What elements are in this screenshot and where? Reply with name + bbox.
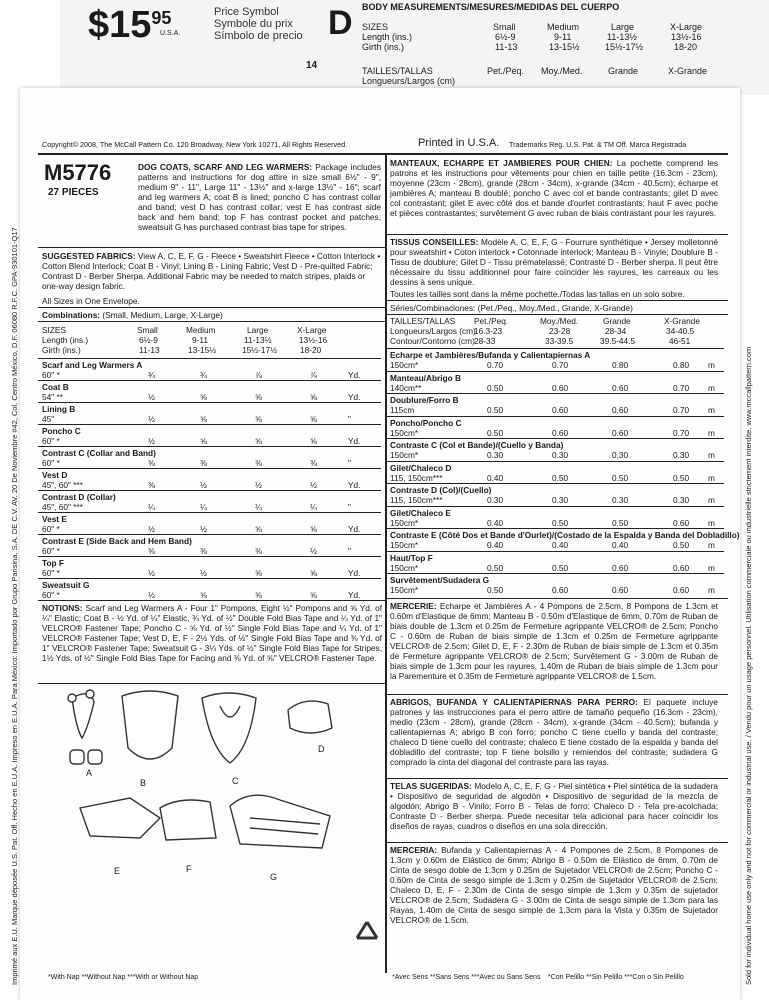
spanish-fabrics: TELAS SUGERIDAS: Modelo A, C, E, F, G - Piel sintética • Piel sintética de la sudadera • Dispositivo de seguridad de algodón • Dispositivo de seguridad de la mezcla de algodón; Abrigo B - Vinilo; Forro B - Telas de forro; Chaleco D - Tela pre-acolchada; Contraste D - Berber sherpa. Puede necesitar tela adicional para hacer coincidir los diseños de rayas, cuadros o diseños en una sola dirección. bbox=[390, 781, 719, 831]
row-divider bbox=[38, 490, 381, 491]
yardage-unit: Yd. bbox=[348, 590, 361, 600]
yardage-width: 45", 60" *** bbox=[42, 480, 83, 490]
yardage-value: ⅝ bbox=[310, 590, 317, 600]
fr-taille: Pet./Peq. bbox=[474, 316, 509, 326]
yardage-width: 60" * bbox=[42, 568, 60, 578]
yardage-width: 60" * bbox=[42, 458, 60, 468]
yardage-value: ½ bbox=[148, 568, 155, 578]
divider bbox=[38, 153, 728, 155]
fr-longueur: 34-40.5 bbox=[666, 326, 695, 336]
header-girth: 11-13 bbox=[495, 42, 518, 52]
yardage-value: 0.40 bbox=[552, 540, 569, 550]
yardage-label: Contrast D (Collar) bbox=[42, 492, 116, 502]
yardage-width: 60" * bbox=[42, 590, 60, 600]
yardage-label: Coat B bbox=[42, 382, 69, 392]
price-country: U.S.A. bbox=[160, 30, 181, 37]
french-all-sizes: Toutes les tailles sont dans la même pochette./Todas las tallas en un solo sobre. bbox=[390, 289, 685, 299]
yardage-value: ⅝ bbox=[200, 414, 207, 424]
french-series: Séries/Combinaciones: (Pet./Peq., Moy./Med., Grande, X-Grande) bbox=[390, 303, 633, 313]
yardage-value: ⅜ bbox=[148, 546, 155, 556]
yardage-value: ½ bbox=[148, 524, 155, 534]
divider bbox=[386, 234, 728, 235]
view-a-label: A bbox=[86, 768, 93, 778]
yardage-width: 150cm* bbox=[390, 360, 419, 370]
row-divider bbox=[386, 573, 724, 574]
yardage-label: Haut/Top F bbox=[390, 552, 433, 563]
table-length: 9-11 bbox=[192, 335, 208, 345]
yardage-unit: Yd. bbox=[348, 568, 361, 578]
spanish-notions: MERCERIA: Bufanda y Calientapiernas A - 4 Pompones de 2.5cm, 8 Pompones de 1.3cm y 0.60m de Elástico de 6mm; Abrigo B - 0.50m de Elástico de 6mm, 0.70m de Cinta de sesgo doble de 1.3cm y 0.25m de Sujetador VELCRO® de 2.5cm; Poncho C - 0.60m de Cinta de sesgo simple de 1.3cm y 0.25m de Sujetador VELCRO® de 2.5cm; Chaleco D, E, F - 2.30m de Cinta de sesgo simple de 1.3cm y 0.35m de sujetador VELCRO® de 2.5cm; Sudadera G - 3.00m de Cinta de sesgo simple de 1.3cm para las Rayas, 1.40m de Cinta de sesgo simple de 1.3cm para la Vista y 0.35m de Sujetador VELCRO® de 1.5cm. bbox=[390, 845, 718, 925]
header-size: X-Large bbox=[670, 22, 703, 32]
divider bbox=[386, 694, 728, 695]
yardage-width: 150cm* bbox=[390, 562, 419, 573]
yardage-value: 0.50 bbox=[552, 472, 569, 483]
yardage-label: Lining B bbox=[42, 404, 76, 414]
table-girth: 11-13 bbox=[139, 345, 160, 355]
pattern-number: M5776 bbox=[44, 160, 112, 185]
yardage-value: ⅞ bbox=[255, 370, 262, 380]
yardage-value: ⅝ bbox=[310, 392, 317, 402]
row-divider bbox=[386, 528, 724, 529]
yardage-unit: Yd. bbox=[348, 392, 361, 402]
view-a-pompon bbox=[86, 690, 94, 698]
table-size: Small bbox=[137, 325, 158, 335]
yardage-unit: m bbox=[708, 540, 715, 550]
yardage-label: Gilet/Chaleco E bbox=[390, 507, 451, 518]
fr-taille: X-Grande bbox=[664, 316, 700, 326]
yardage-value: 0.60 bbox=[612, 562, 629, 573]
column-divider bbox=[385, 153, 387, 973]
view-f-top bbox=[160, 800, 216, 840]
view-d-vest bbox=[288, 701, 332, 733]
yardage-value: ⅜ bbox=[148, 458, 155, 468]
divider bbox=[38, 307, 385, 308]
view-a-leg-warmer bbox=[88, 750, 102, 764]
view-f-label: F bbox=[186, 864, 192, 874]
fr-longueur: 23-28 bbox=[549, 326, 571, 336]
yardage-value: 0.50 bbox=[487, 427, 504, 438]
yardage-unit: " bbox=[348, 414, 351, 424]
yardage-width: 150cm* bbox=[390, 517, 419, 528]
table-size: Large bbox=[247, 325, 269, 335]
pieces-count: 27 PIECES bbox=[48, 187, 99, 198]
header-length: 13½-16 bbox=[671, 32, 702, 42]
yardage-value: ½ bbox=[310, 546, 317, 556]
yardage-value: 0.50 bbox=[552, 517, 569, 528]
yardage-unit: m bbox=[708, 585, 715, 595]
yardage-unit: m bbox=[708, 472, 715, 483]
divider bbox=[386, 842, 728, 843]
yardage-label: Gilet/Chaleco D bbox=[390, 462, 452, 473]
header-tailles-label: TAILLES/TALLAS bbox=[362, 66, 433, 76]
yardage-value: ⅝ bbox=[255, 436, 262, 446]
view-e-vest bbox=[80, 798, 160, 838]
divider bbox=[386, 598, 728, 599]
table-length: 6½-9 bbox=[139, 335, 158, 345]
yardage-value: 0.50 bbox=[673, 540, 690, 550]
table-size: X-Large bbox=[297, 325, 327, 335]
row-divider bbox=[38, 358, 381, 359]
yardage-value: 0.60 bbox=[552, 382, 569, 393]
yardage-width: 150cm* bbox=[390, 450, 419, 460]
spanish-description: ABRIGOS, BUFANDA Y CALIENTAPIERNAS PARA PERRO: El paquete incluye patrones y las instrucciones para el perro attire de tamaño pequeño (16.3cm - 23cm), medio (23cm - 28cm), grande (28cm - 34cm), x-grande (34cm - 40.5cm); bufanda y calientapiernas A; abrigo B con forro; poncho C tiene cuello y banda del contraste; chaleco D tiene cuello del contraste; chaleco E tiene costado de la espalda y banda del dobladillo del contraste; top F tiene bolsillo y remiendos del contraste; sudadera G comprado la cinta del diagonal del contraste para las rayas. bbox=[390, 697, 718, 767]
yardage-value: ½ bbox=[148, 590, 155, 600]
yardage-value: ½ bbox=[310, 480, 317, 490]
english-description: DOG COATS, SCARF AND LEG WARMERS: Package includes patterns and instructions for dog attire in size small 6½" - 9", medium 9" - 11", Large 11" - 13½" and x-large 13½" - 16"; scarf and leg warmers A; coat B is lined; poncho C has contrast collar and band; vest D has contrast collar; vest E has contrast side back and hem band; top F has contrast pocket and patches; sweatsuit G has purchased contrast bias tape for stripes. bbox=[138, 162, 381, 232]
yardage-value: ½ bbox=[255, 480, 262, 490]
yardage-label: Contraste E (Côté Dos et Bande d'Ourlet)/(Costado de la Espalda y Banda del Dobladillo) bbox=[390, 530, 740, 540]
table-length-label: Length (ins.) bbox=[42, 335, 89, 345]
yardage-unit: m bbox=[708, 360, 715, 370]
table-girth: 18-20 bbox=[300, 345, 322, 355]
yardage-value: 0.60 bbox=[673, 585, 690, 595]
yardage-unit: m bbox=[708, 517, 715, 528]
divider bbox=[386, 778, 728, 779]
yardage-width: 115, 150cm*** bbox=[390, 472, 443, 483]
yardage-value: ¼ bbox=[200, 502, 207, 512]
yardage-label: Vest D bbox=[42, 470, 68, 480]
yardage-unit: m bbox=[708, 450, 715, 460]
yardage-value: ½ bbox=[148, 392, 155, 402]
yardage-width: 60" * bbox=[42, 436, 60, 446]
row-divider bbox=[38, 424, 381, 425]
fr-contour-label: Contour/Contorno (cm) bbox=[390, 336, 475, 346]
view-e-label: E bbox=[114, 866, 121, 876]
yardage-unit: " bbox=[348, 546, 351, 556]
yardage-value: 0.60 bbox=[612, 405, 629, 415]
view-g-label: G bbox=[270, 872, 278, 882]
header-longueurs-label: Longueurs/Largos (cm) bbox=[362, 76, 456, 86]
yardage-value: ⅝ bbox=[255, 568, 262, 578]
fr-longueur: 16.3-23 bbox=[474, 326, 503, 336]
yardage-unit: m bbox=[708, 405, 715, 415]
yardage-value: 0.30 bbox=[612, 495, 629, 505]
row-divider bbox=[386, 483, 724, 484]
header-size: Large bbox=[611, 22, 635, 32]
yardage-width: 45" bbox=[42, 414, 55, 424]
yardage-label: Poncho C bbox=[42, 426, 81, 436]
yardage-value: 0.70 bbox=[673, 382, 690, 393]
header-length: 6½-9 bbox=[495, 32, 516, 42]
french-description: MANTEAUX, ECHARPE ET JAMBIERES POUR CHIEN: La pochette comprend les patrons et les instructions pour vêtements pour chien en taille petite (16.3cm - 23cm), moyenne (23cm - 28cm), grande (28cm - 34cm), x-grande (34cm - 40.5cm); écharpe et jambières A; manteau B doublé; poncho C avec col et bande contrastants; gilet D avec col contrastant; gilet E avec côté dos et bande d'ourlet contrastants; haut F avec poche et pièces contrastantes; survêtement G avec ruban de biais contrastant pour les rayures. bbox=[390, 158, 718, 218]
yardage-value: ⅜ bbox=[200, 458, 207, 468]
header-taille: Grande bbox=[608, 66, 639, 76]
yardage-value: 0.50 bbox=[552, 562, 569, 573]
yardage-value: 0.50 bbox=[612, 472, 629, 483]
yardage-value: 0.50 bbox=[612, 517, 629, 528]
printed-in: Printed in U.S.A. bbox=[418, 137, 500, 149]
yardage-label: Echarpe et Jambières/Bufanda y Calientapiernas A bbox=[390, 350, 591, 360]
yardage-value: 0.70 bbox=[552, 360, 569, 370]
yardage-value: ⅝ bbox=[200, 590, 207, 600]
header-taille: X-Grande bbox=[668, 66, 708, 76]
yardage-value: ½ bbox=[148, 436, 155, 446]
yardage-value: 0.60 bbox=[612, 382, 629, 393]
yardage-value: 0.30 bbox=[487, 495, 504, 505]
yardage-unit: m bbox=[708, 562, 715, 573]
yardage-width: 60" * bbox=[42, 524, 60, 534]
header-girth-label: Girth (ins.) bbox=[362, 42, 405, 52]
yardage-value: 0.40 bbox=[612, 540, 629, 550]
yardage-value: 0.80 bbox=[612, 360, 629, 370]
yardage-label: Manteau/Abrigo B bbox=[390, 372, 461, 383]
yardage-label: Contrast E (Side Back and Hem Band) bbox=[42, 536, 192, 546]
yardage-label: Doublure/Forro B bbox=[390, 395, 459, 405]
row-divider bbox=[386, 348, 724, 349]
yardage-label: Poncho/Poncho C bbox=[390, 417, 462, 428]
price-letter: D bbox=[328, 4, 353, 42]
view-g-sweatsuit bbox=[230, 795, 330, 848]
header-sizes-label: SIZES bbox=[362, 22, 389, 32]
row-divider bbox=[38, 512, 381, 513]
yardage-value: ½ bbox=[200, 480, 207, 490]
yardage-value: ⅝ bbox=[255, 392, 262, 402]
yardage-value: ⅝ bbox=[310, 414, 317, 424]
yardage-unit: Yd. bbox=[348, 480, 361, 490]
yardage-value: 0.30 bbox=[552, 495, 569, 505]
row-divider bbox=[38, 402, 381, 403]
yardage-value: ⅝ bbox=[255, 524, 262, 534]
yardage-label: Vest E bbox=[42, 514, 67, 524]
view-c-poncho bbox=[202, 693, 256, 763]
row-divider bbox=[386, 461, 724, 462]
yardage-value: ½ bbox=[148, 414, 155, 424]
yardage-label: Survêtement/Sudadera G bbox=[390, 575, 490, 585]
view-d-label: D bbox=[318, 744, 325, 754]
yardage-value: 0.50 bbox=[487, 585, 504, 595]
yardage-value: ½ bbox=[200, 568, 207, 578]
row-divider bbox=[38, 380, 381, 381]
divider bbox=[386, 300, 728, 301]
row-divider bbox=[386, 551, 724, 552]
yardage-width: 54" ** bbox=[42, 392, 63, 402]
yardage-value: ⅜ bbox=[148, 480, 155, 490]
yardage-width: 150cm* bbox=[390, 427, 419, 438]
yardage-value: ⅝ bbox=[200, 436, 207, 446]
yardage-unit: " bbox=[348, 458, 351, 468]
yardage-value: 0.50 bbox=[673, 472, 690, 483]
row-divider bbox=[386, 416, 724, 417]
fr-taille: Grande bbox=[603, 316, 631, 326]
yardage-value: 0.60 bbox=[612, 585, 629, 595]
yardage-value: ⅜ bbox=[255, 458, 262, 468]
yardage-label: Scarf and Leg Warmers A bbox=[42, 360, 143, 370]
row-divider bbox=[38, 534, 381, 535]
fr-tailles-label: TAILLES/TALLAS bbox=[390, 316, 456, 326]
yardage-value: 0.40 bbox=[487, 472, 504, 483]
yardage-label: Sweatsuit G bbox=[42, 580, 90, 590]
yardage-value: ¼ bbox=[255, 502, 262, 512]
yardage-label: Top F bbox=[42, 558, 64, 568]
yardage-label: Contrast C (Collar and Band) bbox=[42, 448, 156, 458]
row-divider bbox=[38, 556, 381, 557]
yardage-value: ⅝ bbox=[310, 436, 317, 446]
yardage-value: 0.40 bbox=[487, 517, 504, 528]
trademarks: Trademarks Reg. U.S. Pat. & TM Off. Marca Registrada bbox=[509, 140, 687, 149]
row-divider bbox=[386, 438, 724, 439]
yardage-value: 0.50 bbox=[487, 562, 504, 573]
yardage-value: ¾ bbox=[148, 370, 155, 380]
header-size: Small bbox=[493, 22, 516, 32]
divider bbox=[38, 321, 385, 322]
yardage-value: 0.70 bbox=[673, 405, 690, 415]
yardage-value: ⅞ bbox=[310, 370, 317, 380]
french-fabrics: TISSUS CONSEILLES: Modèle A, C, E, F, G - Fourrure synthétique • Jersey molletonné pour sweatshirt • Coton interlock • Cotonnade interlock; Manteau B - Vinyle; Doublure B - Tissu de doublure; Gilet D - Tissu prématelassé; Contraste D - Berber sherpa. Il peut être nécessaire du tissu additionnel pour faire coïncider les rayures, les carreaux ou les dessins à sens unique. bbox=[390, 237, 718, 287]
fr-taille: Moy./Med. bbox=[540, 316, 579, 326]
yardage-value: ⅝ bbox=[310, 524, 317, 534]
nap-legend-fr: *Avec Sens **Sans Sens ***Avec ou Sans Sens bbox=[392, 974, 541, 981]
yardage-value: 0.30 bbox=[487, 450, 504, 460]
fr-contour: 39.5-44.5 bbox=[600, 336, 636, 346]
header-girth: 18-20 bbox=[674, 42, 698, 52]
yardage-width: 115cm bbox=[390, 405, 415, 415]
yardage-value: 0.70 bbox=[487, 360, 504, 370]
nap-legend: *With Nap **Without Nap ***With or Without Nap bbox=[48, 974, 199, 981]
price-symbol-labels: Price Symbol Symbole du prix Símbolo de precio bbox=[214, 6, 303, 42]
table-girth: 13-15½ bbox=[188, 345, 217, 355]
combinations: Combinations: (Small, Medium, Large, X-Large) bbox=[42, 310, 223, 320]
yardage-value: 0.60 bbox=[673, 517, 690, 528]
yardage-unit: Yd. bbox=[348, 436, 361, 446]
yardage-value: ⅝ bbox=[255, 590, 262, 600]
header-length: 11-13½ bbox=[607, 32, 637, 42]
header-length: 9-11 bbox=[554, 32, 572, 42]
header-girth: 13-15½ bbox=[549, 42, 580, 52]
yardage-value: 0.30 bbox=[552, 450, 569, 460]
divider bbox=[386, 314, 728, 315]
yardage-width: 140cm** bbox=[390, 382, 422, 393]
yardage-value: 0.30 bbox=[673, 495, 690, 505]
yardage-label: Contraste D (Col)/(Cuello) bbox=[390, 485, 492, 495]
divider bbox=[38, 247, 385, 248]
table-length: 11-13½ bbox=[244, 335, 272, 345]
yardage-value: 0.60 bbox=[552, 585, 569, 595]
row-divider bbox=[386, 371, 724, 372]
yardage-value: ⅝ bbox=[200, 392, 207, 402]
side-text-left: Imprimé aux E.U. Marque déposée U.S. Pat. Off. Hecho en E.U.A. Impreso en E.U.A. Para México: Importado por Grupo Parisina, S.A. DE C.V. AV. 20 De Noviembre #42, Col. Centro México, D.F. 06080 R.F.C. GPA-930101-Q17 bbox=[10, 227, 19, 985]
row-divider bbox=[386, 506, 724, 507]
yardage-value: 0.50 bbox=[487, 382, 504, 393]
header-girth: 15½-17½ bbox=[605, 42, 644, 52]
view-illustrations bbox=[60, 688, 380, 888]
yardage-width: 45", 60" *** bbox=[42, 502, 83, 512]
view-a-pompon bbox=[68, 694, 76, 702]
yardage-width: 115, 150cm*** bbox=[390, 495, 443, 505]
price: $\$15^{95}$ bbox=[88, 4, 172, 46]
yardage-value: ⅜ bbox=[310, 458, 317, 468]
view-b-coat bbox=[122, 691, 178, 759]
yardage-value: 0.60 bbox=[673, 562, 690, 573]
yardage-value: 0.40 bbox=[487, 540, 504, 550]
view-a-leg-warmer bbox=[70, 750, 84, 764]
side-text-right: Sold for individual home use only and not for commercial or industrial use. / Vendu pour un usage personnel. Utilisation commerciale ou industrielle strictement interdite. www.mccallpattern.com bbox=[744, 346, 753, 985]
yardage-value: 0.70 bbox=[673, 427, 690, 438]
table-size: Medium bbox=[186, 325, 216, 335]
row-divider bbox=[38, 578, 381, 579]
header-taille: Moy./Med. bbox=[541, 66, 583, 76]
fr-longueurs-label: Longueurs/Largos (cm) bbox=[390, 326, 476, 336]
yardage-value: 0.60 bbox=[552, 405, 569, 415]
yardage-unit: m bbox=[708, 495, 715, 505]
english-notions: NOTIONS: Scarf and Leg Warmers A - Four 1" Pompons, Eight ½" Pompons and ⅝ Yd. of ¼" Elastic; Coat B - ½ Yd. of ¼" Elastic, ¾ Yd. of ½" Double Fold Bias Tape and ¼ Yd. of 1" VELCRO® Fastener Tape; Poncho C - ⅝ Yd. of ½" Single Fold Bias Tape and ¼ Yd. of 1" VELCRO® Fastener Tape; Vest D, E, F - 2½ Yds. of ½" Single Fold Bias Tape and ⅜ Yd. of 1" VELCRO® Fastener Tape; Sweatsuit G - 3¼ Yds. of ½" Single Fold Bias Tape for Stripes, 1½ Yds. of ½" Single Fold Bias Tape for Facing and ⅜ Yd. of ⅝" VELCRO® Fastener Tape. bbox=[42, 603, 382, 663]
header-length-label: Length (ins.) bbox=[362, 32, 413, 42]
yardage-value: ⅜ bbox=[200, 546, 207, 556]
yardage-width: 60" * bbox=[42, 546, 60, 556]
table-length: 13½-16 bbox=[299, 335, 328, 345]
yardage-width: 150cm* bbox=[390, 540, 419, 550]
yardage-value: ¾ bbox=[200, 370, 207, 380]
header-taille: Pet./Peq. bbox=[487, 66, 525, 76]
yardage-value: 0.80 bbox=[673, 360, 690, 370]
yardage-unit: m bbox=[708, 427, 715, 438]
yardage-value: 0.30 bbox=[612, 450, 629, 460]
fr-contour: 46-51 bbox=[669, 336, 691, 346]
yardage-unit: m bbox=[708, 382, 715, 393]
header-tab-number: 14 bbox=[306, 60, 318, 71]
french-notions: MERCERIE: Echarpe et Jambières A - 4 Pompons de 2.5cm, 8 Pompons de 1.3cm et 0.60m d'Elastique de 6mm; Manteau B - 0.50m d'Elastique de 6mm, 0.70m de Ruban de biais double de 1.3cm et 0.25m de Fermeture agrippante VELCRO® de 2.5cm; Poncho C - 0.60m de Ruban de biais simple de 1.3cm et 0.25m de Fermeture agrippante VELCRO® de 2.5cm; Gilet D, E, F - 2.30m de Ruban de biais simple de 1.3cm et 0.35m de Fermeture agrippante VELCRO® de 2.5cm; Survêtement G - 3.00m de Ruban de biais simple de 1.3cm pour les rayures, 1.40m de Ruban de biais simple de 1.3cm pour la Parementure et 0.35m de Fermeture agrippante VELCRO® de 1.5cm. bbox=[390, 601, 718, 681]
row-divider bbox=[38, 468, 381, 469]
english-fabrics: SUGGESTED FABRICS: View A, C, E, F, G - Fleece • Sweatshirt Fleece • Cotton Interlock • Cotton Blend Interlock; Coat B - Vinyl; Lining B - Lining Fabric; Vest D - Pre-quilted Fabric; Contrast D - Berber Sherpa. Additional Fabric may be needed to match stripes, plaids or one-way design fabric. bbox=[42, 251, 381, 291]
yardage-value: 0.60 bbox=[552, 427, 569, 438]
all-sizes-note: All Sizes in One Envelope. bbox=[42, 296, 140, 306]
header-size: Medium bbox=[547, 22, 580, 32]
table-sizes-label: SIZES bbox=[42, 325, 66, 335]
yardage-width: 150cm* bbox=[390, 585, 419, 595]
nap-legend-es: *Con Pelillo **Sin Pelillo ***Con o Sin Pelillo bbox=[548, 974, 684, 981]
yardage-value: 0.60 bbox=[612, 427, 629, 438]
fr-contour: 33-39.5 bbox=[545, 336, 574, 346]
body-measurements-title: BODY MEASUREMENTS/MESURES/MEDIDAS DEL CUERPO bbox=[362, 2, 620, 12]
yardage-width: 60" * bbox=[42, 370, 60, 380]
yardage-value: ¼ bbox=[310, 502, 317, 512]
yardage-unit: " bbox=[348, 502, 351, 512]
fr-contour: 28-33 bbox=[474, 336, 496, 346]
yardage-unit: Yd. bbox=[348, 370, 361, 380]
yardage-value: ¼ bbox=[148, 502, 155, 512]
view-b-label: B bbox=[140, 778, 147, 788]
table-girth-label: Girth (ins.) bbox=[42, 345, 81, 355]
yardage-value: ½ bbox=[200, 524, 207, 534]
fr-longueur: 28-34 bbox=[605, 326, 627, 336]
yardage-label: Contraste C (Col et Bande)/(Cuello y Banda) bbox=[390, 440, 564, 450]
yardage-value: ⅝ bbox=[255, 414, 262, 424]
recycle-icon bbox=[350, 918, 384, 952]
row-divider bbox=[386, 393, 724, 394]
yardage-value: ⅜ bbox=[255, 546, 262, 556]
row-divider bbox=[38, 446, 381, 447]
divider bbox=[38, 600, 385, 601]
yardage-value: ⅝ bbox=[310, 568, 317, 578]
divider bbox=[38, 683, 385, 684]
yardage-unit: Yd. bbox=[348, 524, 361, 534]
copyright: Copyright© 2008, The McCall Pattern Co. 120 Broadway, New York 10271, All Rights Reserved. bbox=[42, 140, 348, 149]
yardage-value: 0.30 bbox=[673, 450, 690, 460]
view-c-label: C bbox=[232, 776, 239, 786]
table-girth: 15½-17½ bbox=[242, 345, 278, 355]
yardage-value: 0.50 bbox=[487, 405, 504, 415]
